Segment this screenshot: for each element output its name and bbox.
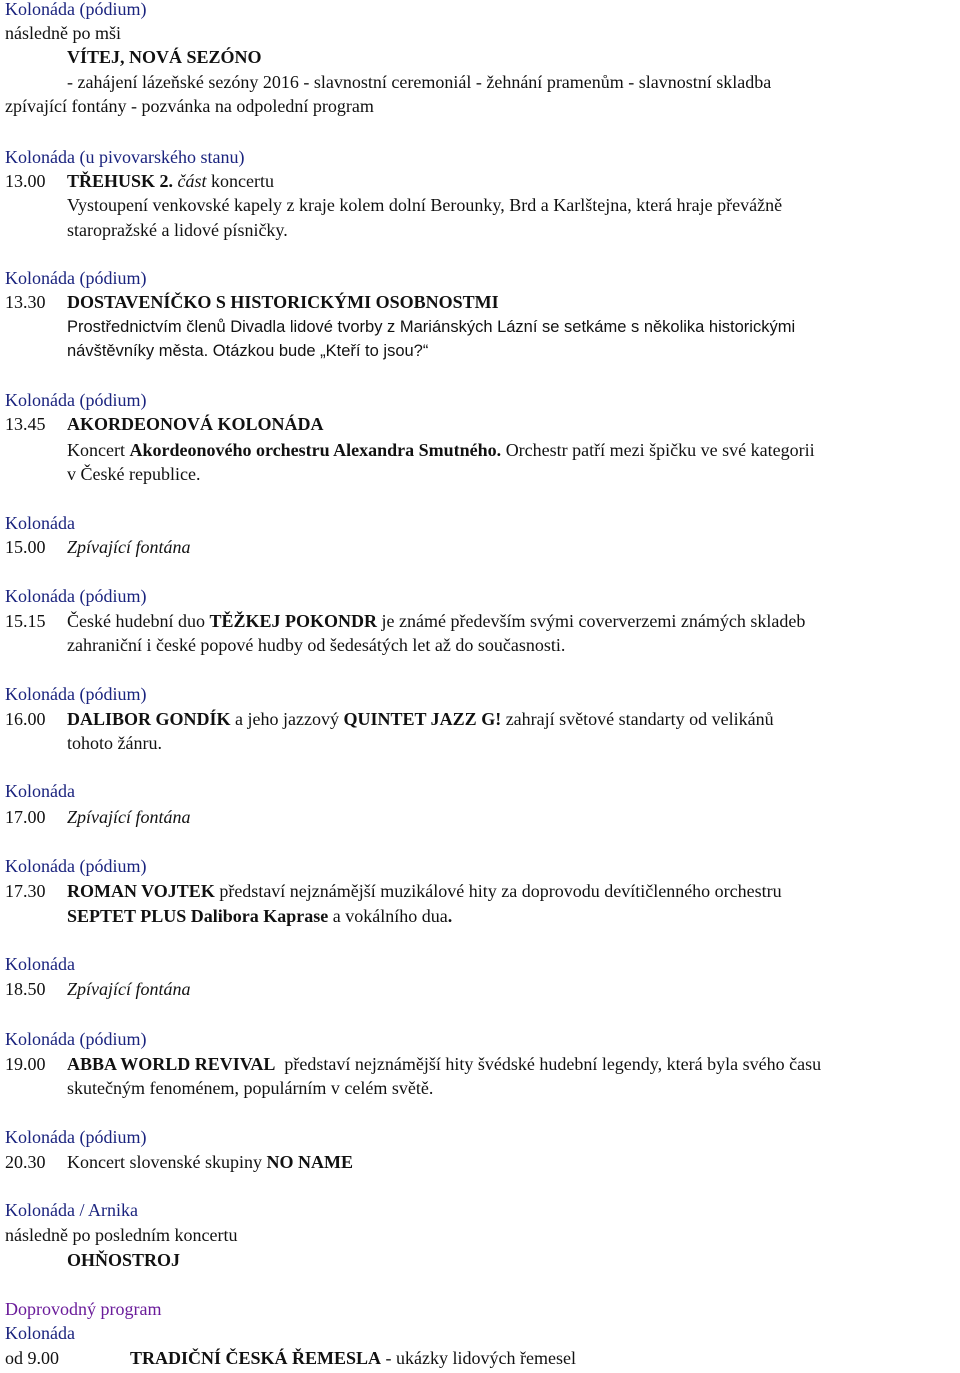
location-label: Kolonáda (pódium) <box>5 684 147 704</box>
event-line: od 9.00 TRADIČNÍ ČESKÁ ŘEMESLA - ukázky lidových řemesel <box>5 1348 576 1368</box>
event-line: 16.00 DALIBOR GONDÍK a jeho jazzový QUINTET JAZZ G! zahrají světové standarty od velikánů <box>5 709 774 729</box>
location-label: Kolonáda <box>5 954 75 974</box>
event-desc-1: Prostřednictvím členů Divadla lidové tvorby z Mariánských Lázní se setkáme s několika historickými <box>67 318 796 336</box>
event-time: 20.30 <box>5 1152 46 1172</box>
event-line: 13.45 AKORDEONOVÁ KOLONÁDA <box>5 414 324 434</box>
event-desc-2: SEPTET PLUS Dalibora Kaprase a vokálního dua. <box>67 906 453 926</box>
event-time: 13.45 <box>5 414 46 434</box>
event-line: 15.15 České hudební duo TĚŽKEJ POKONDR je známé především svými coververzemi známých skladeb <box>5 611 806 631</box>
location-label: Kolonáda (pódium) <box>5 856 147 876</box>
event-title: VÍTEJ, NOVÁ SEZÓNO <box>67 47 262 67</box>
event-time: 18.50 <box>5 979 46 999</box>
event-line: 19.00 ABBA WORLD REVIVAL představí nejznámější hity švédské hudební legendy, která byla svého času <box>5 1054 822 1074</box>
event-time: 13.00 <box>5 171 46 191</box>
location-label: Kolonáda (pódium) <box>5 1127 147 1147</box>
event-time: 16.00 <box>5 709 46 729</box>
supporting-heading: Doprovodný program <box>5 1299 162 1319</box>
event-desc-2: staropražské a lidové písničky. <box>67 220 288 240</box>
event-time: 13.30 <box>5 292 46 312</box>
event-line: 20.30 Koncert slovenské skupiny NO NAME <box>5 1152 353 1172</box>
event-desc-2: skutečným fenoménem, populárním v celém světě. <box>67 1078 434 1098</box>
event-desc-2: v České republice. <box>67 464 201 484</box>
location-label: Kolonáda (pódium) <box>5 586 147 606</box>
event-desc-2: návštěvníky města. Otázkou bude „Kteří to jsou?“ <box>67 342 429 360</box>
event-time: 19.00 <box>5 1054 46 1074</box>
finale-note: následně po posledním koncertu <box>5 1225 238 1245</box>
event-title: OHŇOSTROJ <box>67 1250 181 1270</box>
event-desc-1: Vystoupení venkovské kapely z kraje kolem dolní Berounky, Brd a Karlštejna, která hraje převážně <box>67 195 783 215</box>
location-label: Kolonáda (pódium) <box>5 268 147 288</box>
location-label: Kolonáda (pódium) <box>5 0 147 19</box>
location-label: Kolonáda <box>5 1323 75 1343</box>
event-time: 15.00 <box>5 537 46 557</box>
event-time: 17.00 <box>5 807 46 827</box>
event-time: 17.30 <box>5 881 46 901</box>
event-line: 13.00 TŘEHUSK 2. část koncertu <box>5 171 275 191</box>
location-label: Kolonáda <box>5 781 75 801</box>
location-label: Kolonáda / Arnika <box>5 1200 138 1220</box>
event-time: 15.15 <box>5 611 46 631</box>
intro-desc-1: - zahájení lázeňské sezóny 2016 - slavnostní ceremoniál - žehnání pramenům - slavnostní skladba <box>67 72 772 92</box>
event-desc-2: tohoto žánru. <box>67 733 162 753</box>
event-desc-1: Koncert Akordeonového orchestru Alexandra Smutného. Orchestr patří mezi špičku ve své kategorii <box>67 440 815 460</box>
event-line: 18.50 Zpívající fontána <box>5 979 191 999</box>
event-line: 15.00 Zpívající fontána <box>5 537 191 557</box>
location-label: Kolonáda (u pivovarského stanu) <box>5 147 245 167</box>
event-line: 13.30 DOSTAVENÍČKO S HISTORICKÝMI OSOBNOSTMI <box>5 292 499 312</box>
intro-desc-2: zpívající fontány - pozvánka na odpolední program <box>5 96 374 116</box>
event-time: od 9.00 <box>5 1348 59 1368</box>
event-desc-2: zahraniční i české popové hudby od šedesátých let až do současnosti. <box>67 635 566 655</box>
location-label: Kolonáda <box>5 513 75 533</box>
location-label: Kolonáda (pódium) <box>5 390 147 410</box>
location-label: Kolonáda (pódium) <box>5 1029 147 1049</box>
intro-note: následně po mši <box>5 23 121 43</box>
event-line: 17.30 ROMAN VOJTEK představí nejznámější muzikálové hity za doprovodu devítičlenného orchestru <box>5 881 782 901</box>
event-line: 17.00 Zpívající fontána <box>5 807 191 827</box>
